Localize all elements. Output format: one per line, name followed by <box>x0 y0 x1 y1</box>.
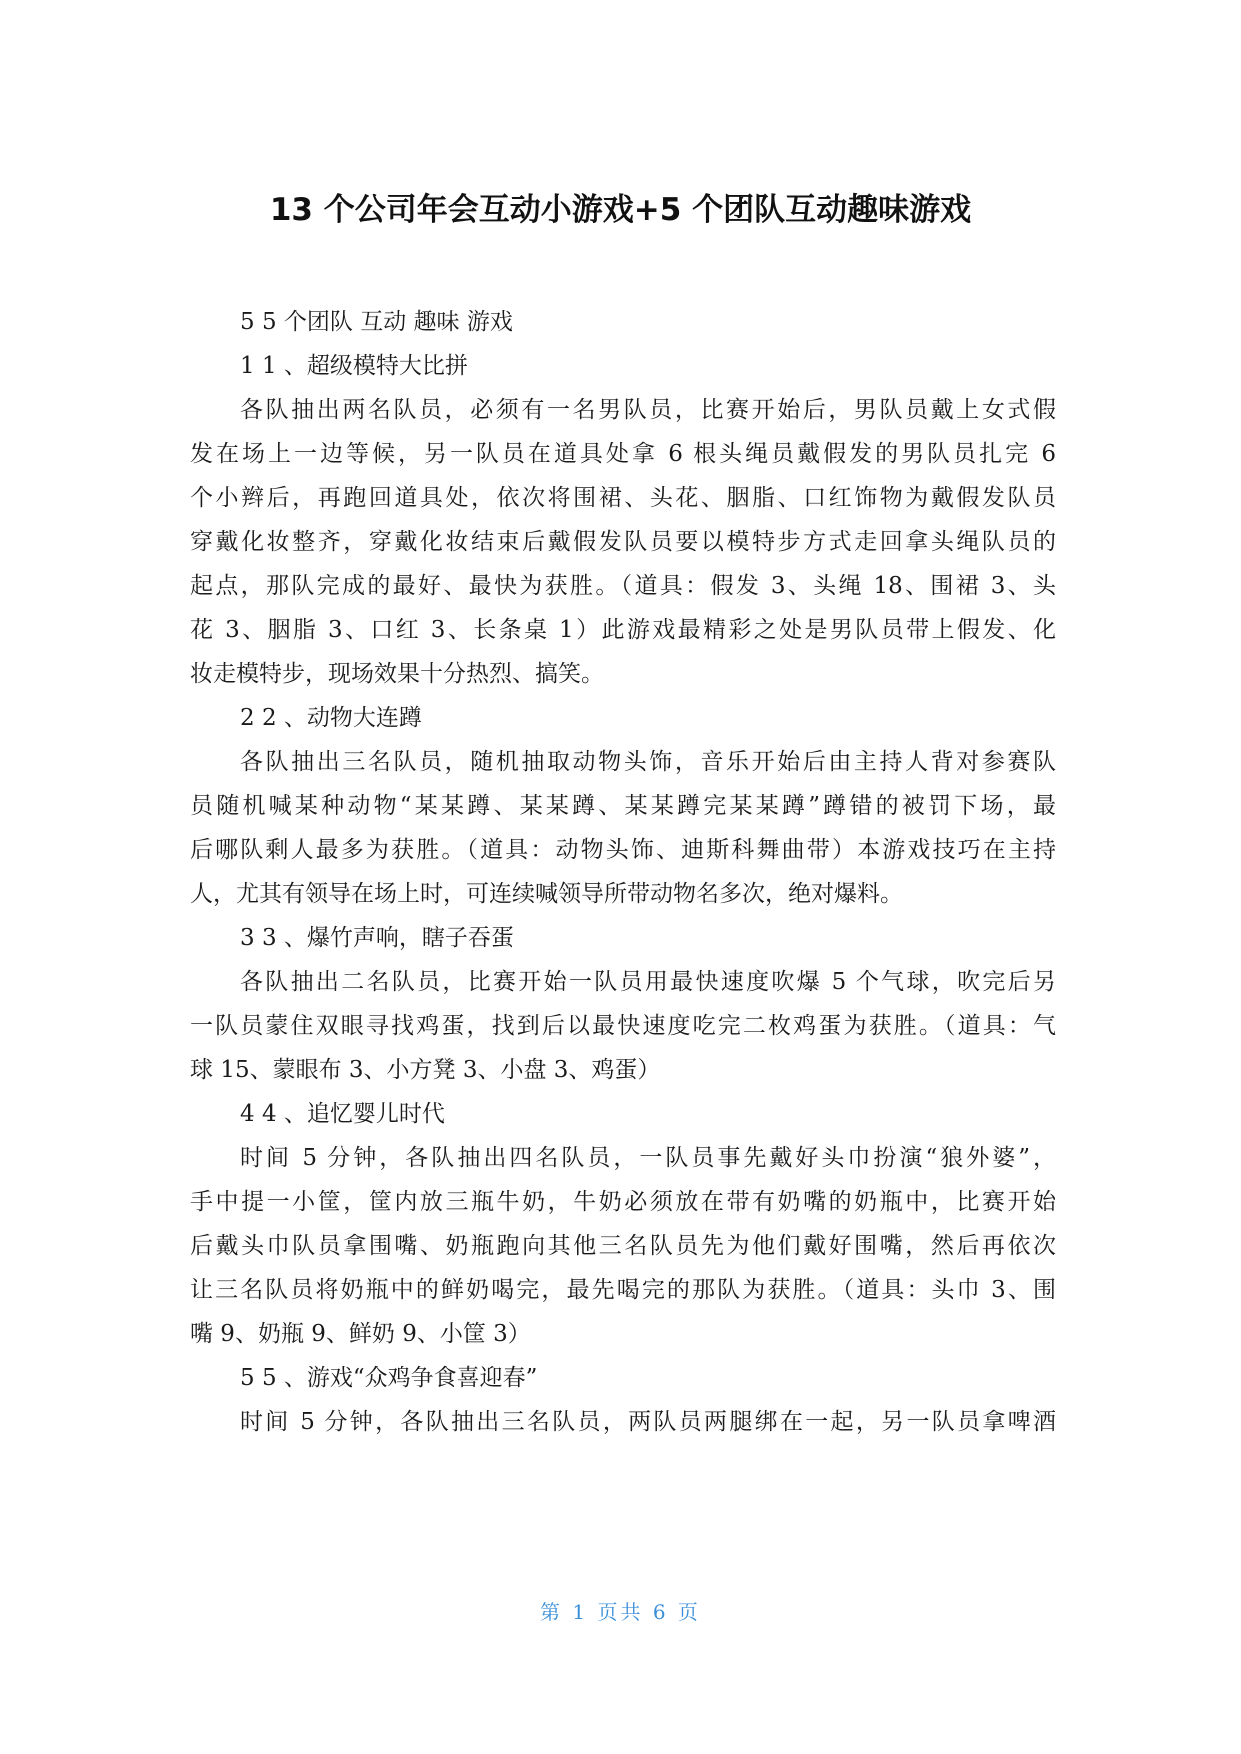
paragraph-line: 球 15、蒙眼布 3、小方凳 3、小盘 3、鸡蛋） <box>190 1057 661 1083</box>
paragraph-line: 个小辫后，再跑回道具处，依次将围裙、头花、胭脂、口红饰物为戴假发队员 <box>190 485 1056 511</box>
document-title: 13 个公司年会互动小游戏+5 个团队互动趣味游戏 <box>269 192 972 228</box>
item-heading: 4 4 、追忆婴儿时代 <box>240 1101 445 1127</box>
item-heading: 2 2 、动物大连蹲 <box>240 705 422 731</box>
paragraph-line: 后哪队剩人最多为获胜。（道具：动物头饰、迪斯科舞曲带）本游戏技巧在主持 <box>190 837 1056 863</box>
paragraph-line: 员随机喊某种动物“某某蹲、某某蹲、某某蹲完某某蹲”蹲错的被罚下场，最 <box>190 793 1056 819</box>
item-heading: 5 5 、游戏“众鸡争食喜迎春” <box>240 1365 538 1391</box>
item-heading: 3 3 、爆竹声响，瞎子吞蛋 <box>240 925 514 951</box>
paragraph-line: 时间 5 分钟，各队抽出三名队员，两队员两腿绑在一起，另一队员拿啤酒 <box>240 1409 1056 1435</box>
document-body <box>190 300 1056 1444</box>
paragraph-line: 后戴头巾队员拿围嘴、奶瓶跑向其他三名队员先为他们戴好围嘴，然后再依次 <box>190 1233 1056 1259</box>
paragraph-line: 花 3、胭脂 3、口红 3、长条桌 1）此游戏最精彩之处是男队员带上假发、化 <box>190 617 1056 643</box>
paragraph-line: 让三名队员将奶瓶中的鲜奶喝完，最先喝完的那队为获胜。（道具：头巾 3、围 <box>190 1277 1056 1303</box>
item-heading: 1 1 、超级模特大比拼 <box>240 353 468 379</box>
paragraph-line: 起点，那队完成的最好、最快为获胜。（道具：假发 3、头绳 18、围裙 3、头 <box>190 573 1056 599</box>
paragraph-line: 嘴 9、奶瓶 9、鲜奶 9、小筐 3） <box>190 1321 531 1347</box>
paragraph-line: 一队员蒙住双眼寻找鸡蛋，找到后以最快速度吃完二枚鸡蛋为获胜。（道具：气 <box>190 1013 1056 1039</box>
paragraph-line: 各队抽出三名队员，随机抽取动物头饰，音乐开始后由主持人背对参赛队 <box>240 749 1056 775</box>
paragraph-line: 发在场上一边等候，另一队员在道具处拿 6 根头绳员戴假发的男队员扎完 6 <box>190 441 1056 467</box>
paragraph-line: 时间 5 分钟，各队抽出四名队员，一队员事先戴好头巾扮演“狼外婆”， <box>240 1145 1056 1171</box>
section-heading: 5 5 个团队 互动 趣味 游戏 <box>240 309 513 335</box>
paragraph-line: 各队抽出二名队员，比赛开始一队员用最快速度吹爆 5 个气球，吹完后另 <box>240 969 1056 995</box>
paragraph-line: 手中提一小筐，筐内放三瓶牛奶，牛奶必须放在带有奶嘴的奶瓶中，比赛开始 <box>190 1189 1056 1215</box>
paragraph-line: 穿戴化妆整齐，穿戴化妆结束后戴假发队员要以模特步方式走回拿头绳队员的 <box>190 529 1056 555</box>
page-footer: 第 1 页共 6 页 <box>540 1600 701 1624</box>
paragraph-line: 妆走模特步，现场效果十分热烈、搞笑。 <box>190 661 604 687</box>
paragraph-line: 各队抽出两名队员，必须有一名男队员，比赛开始后，男队员戴上女式假 <box>240 397 1056 423</box>
paragraph-line: 人，尤其有领导在场上时，可连续喊领导所带动物名多次，绝对爆料。 <box>190 881 903 907</box>
